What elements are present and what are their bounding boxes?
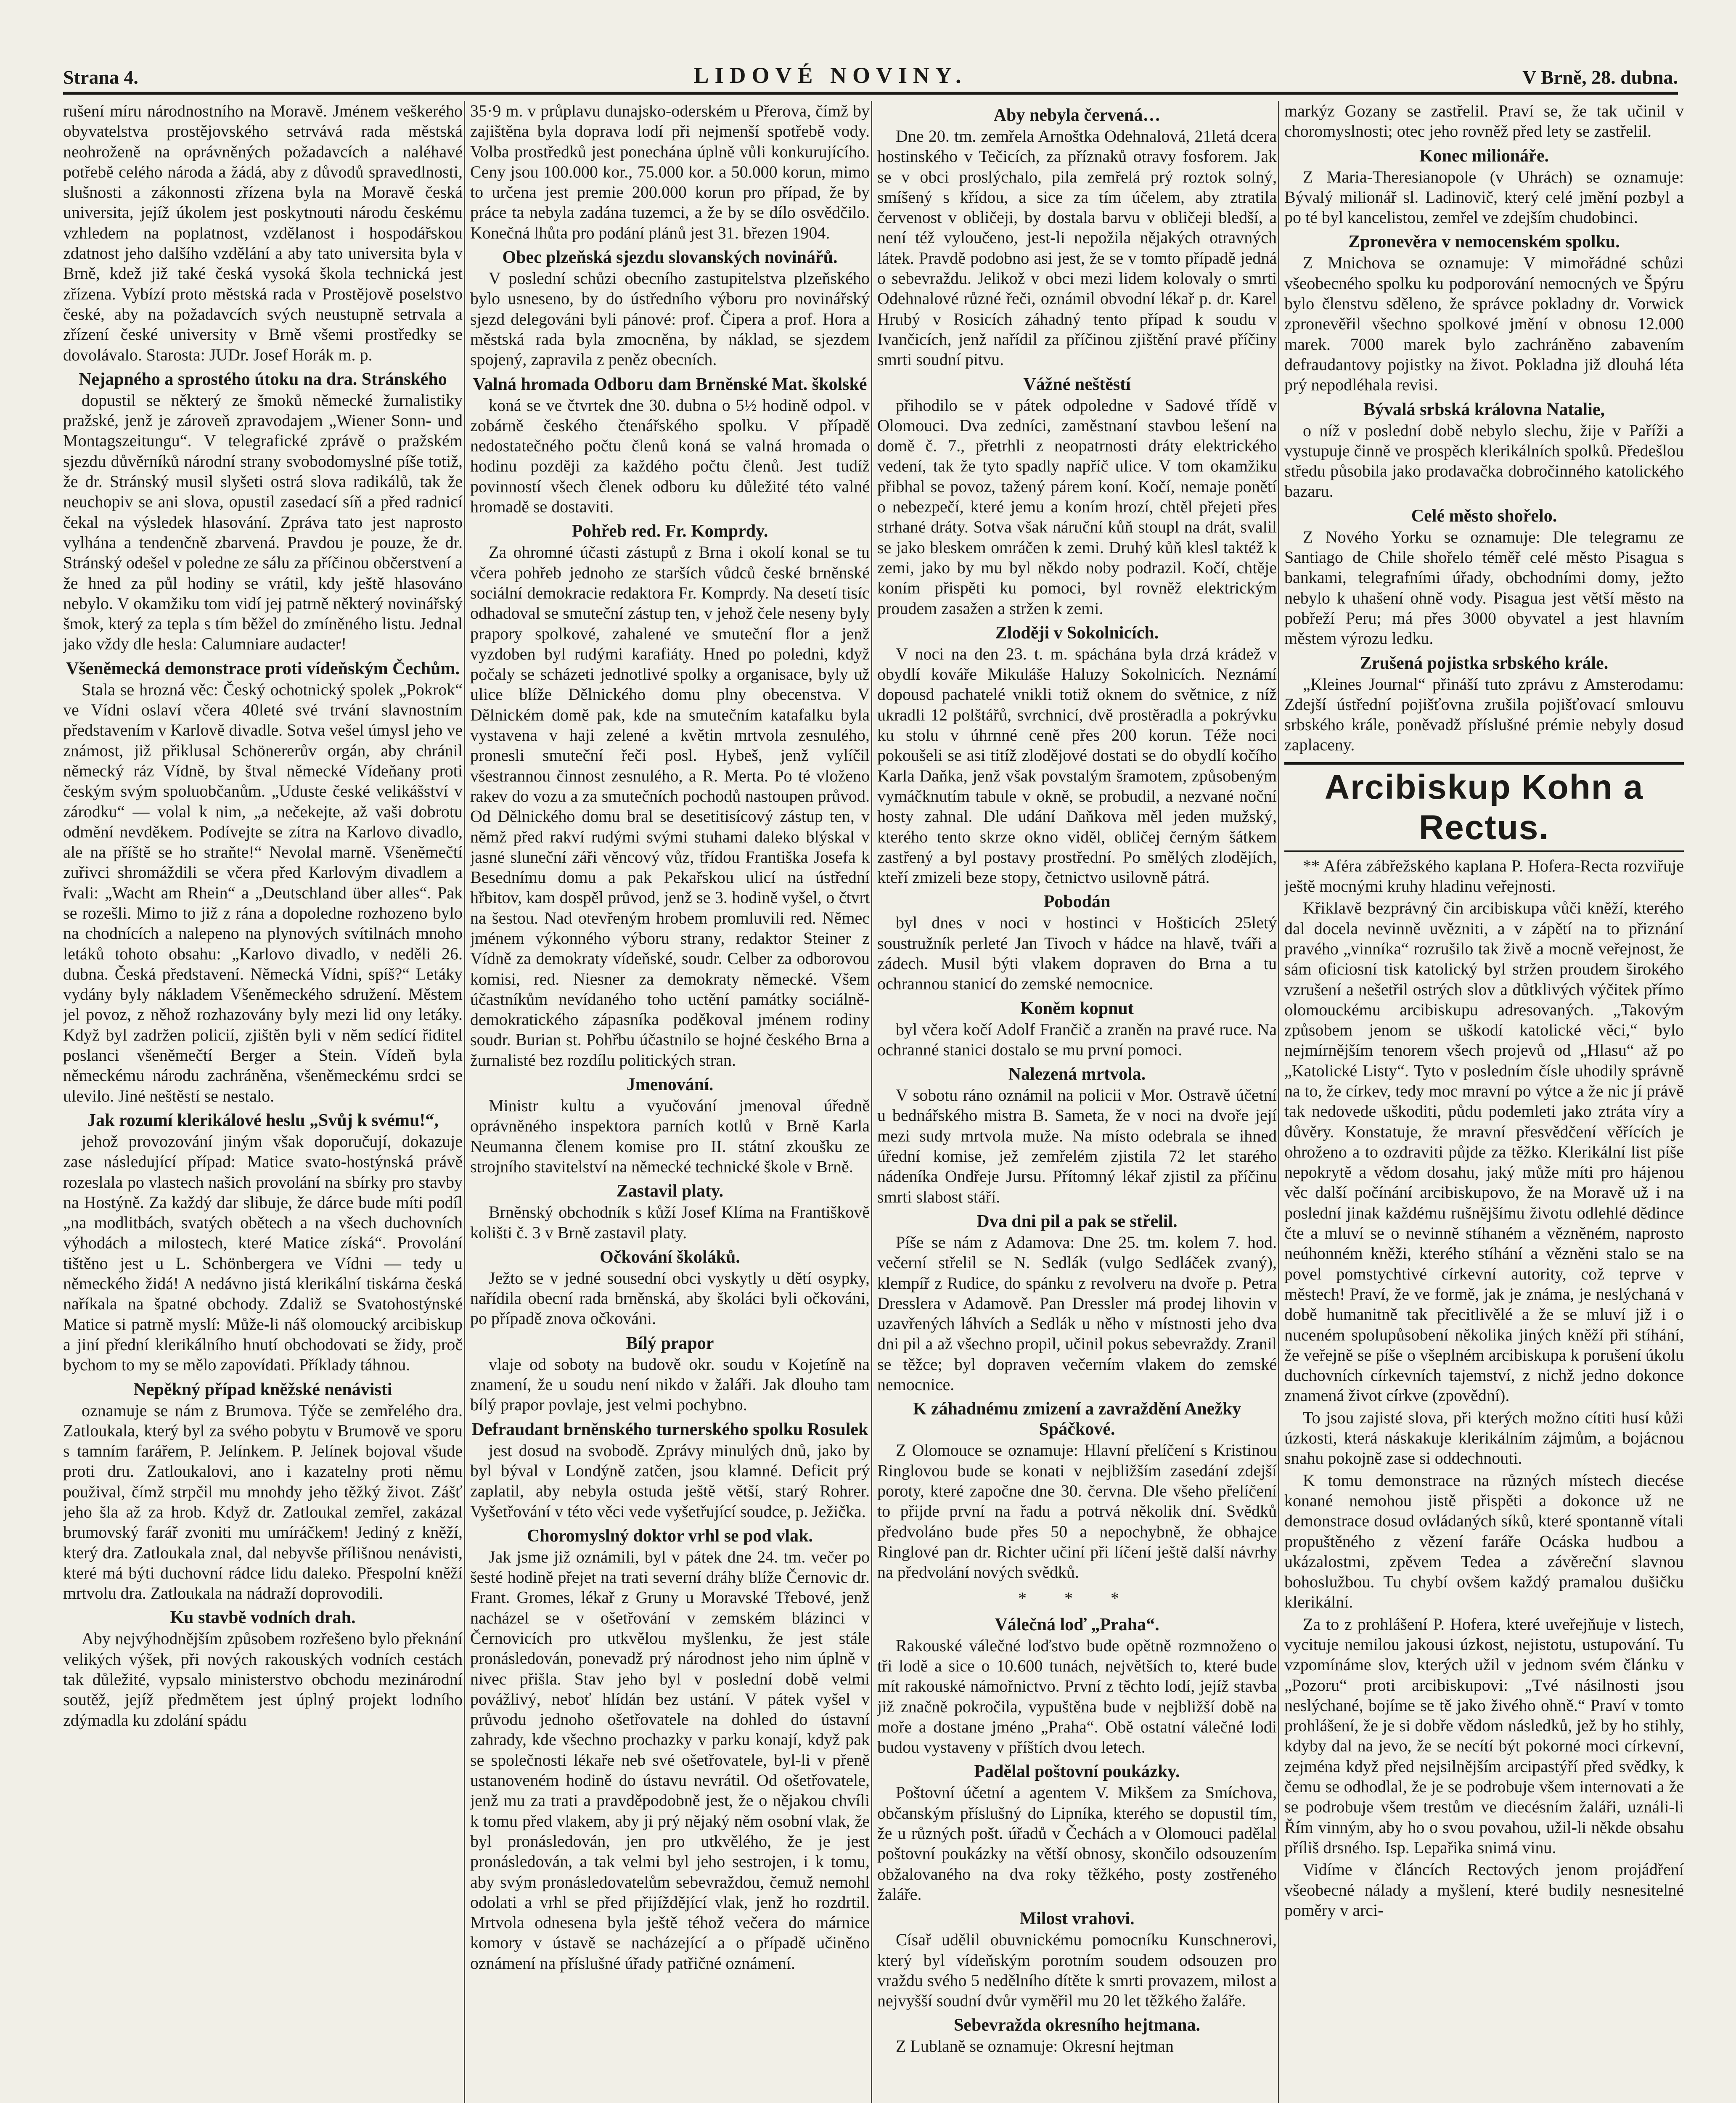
article-heading: Choromyslný doktor vrhl se pod vlak. bbox=[527, 1526, 813, 1546]
article-heading: Nalezená mrtvola. bbox=[1008, 1065, 1146, 1084]
column-2 bbox=[470, 101, 870, 2103]
feature-text: K tomu demonstrace na různých místech diecése konané nemohou jistě přispěti a dokonce už ne demonstrace dosud ovládaných síků, které spontanně vítali propuštěného z vězení faráře Ocáska hudbou a ukázalostmi, zpěvem Tedea a závěreční slavnou bohoslužbou. Tu chybí ovšem každý pramalou dušičku klerikální. bbox=[1284, 1470, 1684, 1612]
section-separator: * * * bbox=[1018, 1589, 1136, 1608]
feature-text: Vidíme v článcích Rectových jenom projádření všeobecné nálady a myšlení, které budily nesnesitelné poměry v arci- bbox=[1284, 1860, 1684, 1920]
column-4 bbox=[1284, 101, 1684, 2103]
feature-text: To jsou zajisté slova, při kterých možno cítiti husí kůži úzkosti, která náskakuje klerikálním zájmům, a bojácnou snahu pokojně zase si oddechnouti. bbox=[1284, 1408, 1684, 1468]
article-text: byl dnes v noci v hostinci v Hošticích 25letý soustružník perleté Jan Tivoch v hádce na hlavě, tváři a zádech. Musil býti vlakem dopraven do Brna a tu ochrannou stanicí do zemské nemocnice. bbox=[877, 913, 1277, 993]
feature-text: Za to z prohlášení P. Hofera, které uveřejňuje v listech, vycituje nemilou jakousi úzkost, nejistotu, ustupování. Tu vzpomínáme slov, kterých užil v jednom svém článku v „Pozoru“ proti arcibiskupovi: „Tvé násilnosti jsou neslýchané, bojíme se tě jako živého ohně.“ Praví v tomto prohlášení, že je si dobře vědom následků, jež by ho stihly, kdyby dal na jevo, že se necítí být pokorné moci církevní, zejména když před nejsilnějším arcipastýří před svědky, k čemu se odhodlal, že je se podrobuje všem internovati a že se podrobuje všem trestům ve diecésním žaláři, uználi-li Řím vinným, aby ho o svou povahou, užil-li někde obsahu příliš drsného. Isp. Lepařika snimá vinu. bbox=[1284, 1614, 1684, 1857]
newspaper-title: LIDOVÉ NOVINY. bbox=[693, 63, 967, 88]
article-text: Ministr kultu a vyučování jmenoval úředně oprávněného inspektora parních kotlů v Brně Karla Neumanna členem komise pro II. státní zkoušku ze strojního stavitelství na německé technické škole v Brně. bbox=[470, 1096, 870, 1176]
article-heading: Nejapného a sprostého útoku na dra. Stránského bbox=[79, 369, 447, 389]
article-text: markýz Gozany se zastřelil. Praví se, že tak učinil v choromyslnosti; otec jeho rovněž před lety se zastřelil. bbox=[1284, 101, 1684, 141]
article-text: Rakouské válečné loďstvo bude opětně rozmnoženo o tři lodě a sice o 10.600 tunách, největších to, které bude mít rakouské námořnictvo. První z těchto lodí, jejíž stavba již značně pokročila, vypuštěna bude v nejbližší době na moře a dostane jméno „Praha“. Obě ostatní válečné lodi budou vystaveny v příštích dvou letech. bbox=[877, 1636, 1277, 1757]
article-text: V poslední schůzi obecního zastupitelstva plzeňského bylo usneseno, by do ústředního výboru pro novinářský sjezd delegováni byli pánové: prof. Čipera a prof. Hora a městská rada byla zmocněna, by náklad, se sjezdem spojený, zapravila z peněz obecních. bbox=[470, 269, 870, 369]
article-heading: Vážné neštěstí bbox=[1023, 374, 1131, 394]
column-divider bbox=[464, 101, 465, 2103]
article-heading: Obec plzeňská sjezdu slovanských novinářů. bbox=[502, 248, 838, 268]
article-heading: Zpronevěra v nemocenském spolku. bbox=[1348, 232, 1620, 252]
article-text: „Kleines Journal“ přináší tuto zprávu z Amsterodamu: Zdejší ústřední pojišťovna zrušila pojišťovací smlouvu srbského krále, poněvadž příslušné prémie nebyly dosud zaplaceny. bbox=[1284, 674, 1684, 755]
article-heading: Defraudant brněnského turnerského spolku Rosulek bbox=[471, 1420, 868, 1439]
article-heading: Koněm kopnut bbox=[1020, 999, 1134, 1018]
article-text: jehož provozování jiným však doporučují, dokazuje zase následující případ: Matice svato-hostýnská právě rozeslala po vlastech našich provolání na sbírky pro stavby na Hostýně. Za každý dar slibuje, že dárce bude míti podíl „na modlitbách, svatých obětech a na všech duchovních výhodách a milostech, které Matice získá“. Provolání tištěno jest u L. Schönbergera ve Vídni — tedy u německého židá! A nedávno jistá klerikální tiskárna česká naříkala na špatné obchody. Zdaliž se Svatohostýnské Matice si patrně myslí: Může-li náš olomoucký arcibiskup a jiní přední klerikálního hnutí obchodovati se židy, proč bychom to my se mělo zapovídati. Příklady táhnou. bbox=[63, 1131, 463, 1375]
article-text: Poštovní účetní a agentem V. Mikšem za Smíchova, občanským příslušný do Lipníka, kterého se dopustil tím, že u různých pošt. úřadů v Čechách a v Olomouci padělal poštovní poukázky na větší obnosy, skončilo odsouzením obžalovaného na dva roky těžkého, posty zostřeného žaláře. bbox=[877, 1783, 1277, 1904]
article-text: Stala se hrozná věc: Český ochotnický spolek „Pokrok“ ve Vídni oslaví včera 40leté své trvání slavnostním představením v Karlově divadle. Sotva vešel úmysl jeho ve známost, již přiklusal Schönererův orgán, aby chránil německý ráz Vídně, by štval německé Vídeňany proti českým svým spoluobčanům. „Uduste české velikášství v zárodku“ — volal k nim, „a nečekejte, až vaši dobrotu odmění nevděkem. Podívejte se zítra na Karlovo divadlo, ale na příště se ho straňte!“ Nevolal marně. Všeněmečtí zuřivci shromáždili se včera před Karlovým divadlem a řvali: „Wacht am Rhein“ a „Deutschland über alles“. Pak se rozešli. Mimo to již z rána a dopoledne rozhozeno bylo na chodnících a nalepeno na plynových svítilnách mnoho letáků tohoto obsahu: „Karlovo divadlo, v neděli 26. dubna. Česká představení. Německá Vídni, spíš?“ Letáky vydány byly nákladem Všeněmeckého sdružení. Městem jel povoz, z něhož rozhazovány byly mezi lid ony letáky. Když byl zadržen policií, zjištěn byli v něm sedící řiditel poslanci všeněmečtí Berger a Stein. Vídeň byla německému národu zachráněna, všeněmeckému srdci se ulevilo. Jiné neštěstí se nestalo. bbox=[63, 680, 463, 1105]
article-heading: Sebevražda okresního hejtmana. bbox=[953, 2016, 1201, 2035]
article-text: koná se ve čtvrtek dne 30. dubna o 5½ hodině odpol. v zobárně českého čtenářského spolku. V případě nedostatečného počtu členů koná se valná hromada o hodinu později za každého počtu členů. Jest tudíž povinností všech členek odboru ku důležité této valné hromadě se dostaviti. bbox=[470, 395, 870, 516]
article-heading: Pobodán bbox=[1043, 892, 1111, 912]
column-divider bbox=[871, 101, 872, 2103]
article-heading: Očkování školáků. bbox=[600, 1247, 740, 1267]
feature-title: Arcibiskup Kohn a Rectus. bbox=[1284, 762, 1684, 852]
article-text: Za ohromné účasti zástupů z Brna i okolí konal se tu včera pohřeb jednoho ze starších vůdců české brněnské sociální demokracie redaktora Fr. Komprdy. Na desetí tisíc odhadoval se smuteční zástup ten, v jehož čele neseny byly prapory spolkové, zahalené ve smuteční flor a jenž vyzdoben byl rudými karafiáty. Hned po poledni, když počaly se scházeti jednotlivé spolky a organisace, byly už ulice blíže Dělnického domu plny obecenstva. V Dělnickém domě pak, kde na smutečním katafalku byla vystavena v haji zelené a květin mrtvola zesnulého, pronesli smuteční řeči posl. Hybeš, jenž vylíčil všestrannou činnost zesnulého, a R. Merta. Po té vloženo rakev do vozu a za smutečních pochodů nastoupen průvod. Od Dělnického domu bral se desetitisícový zástup ten, v němž před rakví rudými svými stuhami daleko blýskal v jasné sluneční záři věncový vůz, třídou Františka Josefa k Besednímu domu a pak Pekařskou ulicí na ústřední hřbitov, kam dospěl průvod, jenž se 3. hodině vyšel, o čtvrt na šestou. Nad otevřeným hrobem promluvili red. Němec jménem výkonného výboru strany, redaktor Steiner z Vídně za demokraty vídeňské, soudr. Celber za odborovou komisi, red. Niesner za demokraty německé. Všem účastníkům nevídaného toho uctění památky sociálně-demokratického zápasníka poděkoval jménem rodiny soudr. Burian st. Pohřbu účastnilo se hojné českého Brna a žurnalisté bez rozdílu politických stran. bbox=[470, 543, 870, 1070]
article-text: oznamuje se nám z Brumova. Týče se zemřelého dra. Zatloukala, který byl za svého pobytu v Brumově ve sporu s tamním farářem, P. Jelínkem. P. Jelínek bojoval všude proti dru. Zatloukalovi, ano i kazatelny proti němu použival, čímž strpčil mu mnohdy jeho těžký život. Zášť jeho šla až za hrob. Když dr. Zatloukal zemřel, zakázal brumovský farář zvoniti mu umíráčkem! Jediný z kněží, který dra. Zatloukala znal, dal nebyvše přílišnou nenávisti, které má býti duchovní rádce lidu daleko. Přespolní kněží mrtvolu dra. Zatloukala na nádraží doprovodili. bbox=[63, 1401, 463, 1603]
article-text: o níž v poslední době nebylo slechu, žije v Paříži a vystupuje činně ve prospěch klerikálních spolků. Předešlou středu působila jako prodavačka dobročinného katolického bazaru. bbox=[1284, 421, 1684, 501]
article-heading: Jak rozumí klerikálové heslu „Svůj k svému!“, bbox=[87, 1110, 439, 1130]
article-heading: Válečná loď „Praha“. bbox=[995, 1615, 1159, 1634]
article-heading: Padělal poštovní poukázky. bbox=[974, 1762, 1180, 1782]
article-text: Z Mnichova se oznamuje: V mimořádné schůzi všeobecného spolku ku podporování nemocných ve Špýru bylo členstvu sděleno, že správce pokladny dr. Vorwick zpronevěřil všechno spolkové jmění v obnosu 12.000 marek. 7000 marek bylo zachráněno zabavením defraudantovy pojistky na život. Pokladna již dlouhá léta prý nepodléhala revisi. bbox=[1284, 253, 1684, 395]
article-text: Ježto se v jedné sousední obci vyskytly u dětí osypky, nařídila obecní rada brněnská, aby školáci byli očkováni, po případě znova očkováni. bbox=[470, 1268, 870, 1328]
article-heading: K záhadnému zmizení a zavraždění Anežky Spáčkové. bbox=[913, 1399, 1241, 1439]
article-text: Z Olomouce se oznamuje: Hlavní přelíčení s Kristinou Ringlovou bude se konati v nejbližším zasedání zdejší poroty, které započne dne 30. června. Dle všeho přelíčení to přijde první na řadu a potrvá několik dní. Svědků předvoláno bude přes 50 a nepochybně, že obhajce Ringlové pan dr. Richter učiní při líčení ještě další návrhy na předvolání nových svědků. bbox=[877, 1441, 1277, 1582]
masthead bbox=[63, 55, 1678, 88]
article-heading: Ku stavbě vodních drah. bbox=[170, 1608, 356, 1628]
article-heading: Zastavil platy. bbox=[616, 1181, 724, 1201]
article-heading: Nepěkný případ kněžské nenávisti bbox=[133, 1380, 392, 1399]
article-text: Dne 20. tm. zemřela Arnoštka Odehnalová, 21letá dcera hostinského v Tečicích, za příznaků otravy fosforem. Jak se v obci proslýchalo, pila zemřelá prý roztok solný, smíšený s křídou, a sice za tím účelem, aby ztratila červenost v obličeji, by dostala barvu v obličeji bledší, a není též vyloučeno, jest-li nepožila nějakých otravných látek. Pravdě podobno asi jest, že se v tomto případě jedná o sebevraždu. Jelikož v obci mezi lidem kolovaly o smrti Odehnalové různé řeči, oznámil obvodní lékař p. dr. Karel Hrubý v Rosicích záhadný tento případ k soudu v Ivančicích, jenž nařídil za příčinou zjištění pravé příčiny smrti soudní pitvu. bbox=[877, 127, 1277, 369]
article-text: dopustil se některý ze šmoků německé žurnalistiky pražské, jenž je zároveň zpravodajem „Wiener Sonn- und Montagszeitungu“. V telegrafické zprávě o pražském sjezdu důvěrníků národní strany svobodomyslné píše totiž, že dr. Stránský musil slyšeti ostrá slova radikálů, tak že neuchopiv se ani slova, opustil zasedací síň a před radnicí čekal na výsledek hlasování. Zpráva tato jest naprosto vylhána a tendenčně zbarvená. Pravdou je pouze, že dr. Stránský odešel v poledne ze sálu za příčinou občerstvení a že hned za půl hodiny se vrátil, kdy ještě hlasováno nebylo. V okamžiku tom vidí jej patrně některý novinářský šmok, který za tepla s tím běžel do zmíněného listu. Jednal jako vždy dle hesla: Calumniare audacter! bbox=[63, 390, 463, 654]
article-text: Jak jsme již oznámili, byl v pátek dne 24. tm. večer po šesté hodině přejet na trati severní dráhy blíže Černovic dr. Frant. Gromes, lékař z Gruny u Moravské Třebové, jenž nacházel se v ošetřování v zemském blázinci v Černovicích pro utkvělou myšlenku, že jest stále pronásledován, ponevadž prý národnost jeho nim úplně v nivec přišla. Stav jeho byl v poslední době velmi povážlivý, neboť hlídán bez ustání. V pátek vyšel v průvodu jednoho ošetřovatele na dohled do ústavní zahrady, kde všechno prochazky v parku konají, když pak se společnosti lékaře neb své ošetřovatele, byl-li v přeně ustanoveném hodině do ústavu nevrátil. Od ošetřovatele, jenž mu za trati a pravděpodobně jest, že o nějakou chvíli k tomu před vlakem, aby ji prý nějaký něm osobní vlak, že byl pronásledován, jen pro utkvělého, že je jest pronásledován, a tak velmi byl jeho sestrojen, i k tomu, aby svým pronásledovatelům sebevraždou, čemuž nemohl odolati a vrhl se před přijíždějící vlak, jenž ho rozdrtil. Mrtvola odnesena byla ještě téhož večera do márnice komory v ústavě se nacházející a o případě učiněno oznámení na příslušné úřady patřičné oznámení. bbox=[470, 1547, 870, 1973]
article-heading: Bývalá srbská královna Natalie, bbox=[1363, 400, 1605, 419]
article-heading: Všeněmecká demonstrace proti vídeňským Čechům. bbox=[66, 659, 460, 678]
article-heading: Pohřeb red. Fr. Komprdy. bbox=[572, 522, 768, 541]
article-text: vlaje od soboty na budově okr. soudu v Kojetíně na znamení, že u soudu není nikdo v žaláři. Jak dlouho tam bílý prapor povlaje, jest velmi pochybno. bbox=[470, 1354, 870, 1414]
article-heading: Zloději v Sokolnicích. bbox=[995, 623, 1159, 643]
article-text: přihodilo se v pátek odpoledne v Sadové třídě v Olomouci. Dva zedníci, zaměstnaní stavbou lešení na domě č. 7., přetrhli z neopatrnosti dráty elektrického vedení, tak že tyto spadly napříč ulice. V tom okamžiku přibhal se povoz, tažený párem koní. Kočí, nemaje ponětí o nebezpečí, které jemu a koním hrozí, chtěl přejeti přes strhané dráty. Sotva však náruční kůň stoupl na drát, svalil se jako bleskem omráčen k zemi. Druhý kůň klesl taktéž k zemi, jako by mu byl někdo noby podrazil. Kočí, chtěje koním přispěti ku pomoci, byl rovněž elektrickým proudem zasažen a stržen k zemi. bbox=[877, 395, 1277, 618]
article-heading: Bílý prapor bbox=[626, 1333, 714, 1353]
article-text: Z Lublaně se oznamuje: Okresní hejtman bbox=[896, 2037, 1174, 2056]
article-heading: Valná hromada Odboru dam Brněnské Mat. školské bbox=[473, 374, 867, 394]
masthead-rule bbox=[63, 92, 1678, 95]
article-text: V sobotu ráno oznámil na policii v Mor. Ostravě účetní u bednářského mistra B. Sameta, že v noci na dvoře její mezi sudy mrtvola muže. Na místo odebrala se ihned úřední komise, jež zemřelém zjistila 72 let starého nádeníka Ondřeje Jursu. Přítomný lékař zjistil za příčinu smrti slabost stáří. bbox=[877, 1086, 1277, 1206]
article-text: Píše se nám z Adamova: Dne 25. tm. kolem 7. hod. večerní střelil se N. Sedlák (vulgo Sedláček zvaný), klempíř z Rudice, do spánku z revolveru na dvoře p. Petra Dresslera v Adamově. Pan Dressler má prodej lihovin v uzavřených láhvích a Sedlák u něho v místnosti jeho dva dni pil a až všechno propil, učinil pokus sebevraždy. Zranil se těžce; byl dopraven večerním vlakem do zemské nemocnice. bbox=[877, 1232, 1277, 1394]
article-text: jest dosud na svobodě. Zprávy minulých dnů, jako by byl býval v Londýně zatčen, jsou klamné. Deficit prý zaplatil, aby nebyla ostuda ještě větší, starý Rohrer. Vyšetřování v této věci vede vyšetřující soudce, p. Ježička. bbox=[470, 1441, 870, 1521]
article-text: Z Maria-Theresianopole (v Uhrách) se oznamuje: Bývalý milionář sl. Ladinovič, který celé jmění pozbyl a po té byl kancelistou, zemřel ve zdejším chudobinci. bbox=[1284, 167, 1684, 227]
column-1 bbox=[63, 101, 463, 2103]
article-text: Aby nejvýhodnějším způsobem rozřešeno bylo překnání velikých výšek, při nových rakouských vodních cestách tak důležité, vypsalo ministerstvo obchodu mezinárodní soutěž, jejíž předmětem jest úplný projekt lodního zdýmadla ku zdolání spádu bbox=[63, 1629, 463, 1730]
dateline: V Brně, 28. dubna. bbox=[1522, 66, 1678, 88]
article-heading: Celé město shořelo. bbox=[1411, 506, 1557, 526]
article-text: Z Nového Yorku se oznamuje: Dle telegramu ze Santiago de Chile shořelo téměř celé město Pisagua s bankami, telegrafními úřady, obchodními domy, ježto nebylo k uhašení ohně vody. Pisagua jest větší město na pobřeží Peru; má přes 3000 obyvatel a jest hlavním městem výrozu ledku. bbox=[1284, 527, 1684, 648]
article-text: Císař udělil obuvnickému pomocníku Kunschnerovi, který byl vídeňským porotním soudem odsouzen pro vraždu svého 5 nedělního dítěte k smrti provazem, milost a nejvyšší soudní dvůr vyměřil mu 20 let těžkého žaláře. bbox=[877, 1930, 1277, 2010]
article-text: V noci na den 23. t. m. spáchána byla drzá krádež v obydlí kováře Mikuláše Haluzy Sokolnicích. Neznámí dopousd pachatelé vnikli totiž oknem do světnice, z níž ukradli 12 polštářů, svrchnicí, dvě prostěradla a pokrývku ku stolu v úhrnné ceně přes 200 korun. Téže noci pokoušeli se asi titíž zlodějové dostati se do obydlí kočího Karla Daňka, jenž však povstalým šramotem, způsobeným vymáčknutím tabule v okně, se probudil, a nezvané noční hosty zahnal. Dle udání Daňkova měl jeden mužský, kterého tento skrze okno viděl, obličej černým šátkem zastřený a byl postavy prostřední. Po smělých zlodějích, kteří zmizeli beze stopy, četnictvo usilovně pátrá. bbox=[877, 644, 1277, 887]
article-heading: Milost vrahovi. bbox=[1019, 1909, 1135, 1929]
article-heading: Zrušená pojistka srbského krále. bbox=[1360, 653, 1609, 673]
feature-text: ** Aféra zábřežského kaplana P. Hofera-Recta rozviřuje ještě mocnými kruhy hladinu veřejnosti. bbox=[1284, 856, 1684, 896]
article-text: rušení míru národnostního na Moravě. Jménem veškerého obyvatelstva prostějovského setrvává rada městská neohroženě na oprávněných požadavcích a naléhavé potřebě celého národa a žádá, aby z důvodů spravedlnosti, slušnosti a zákonnosti zřízena byla na Moravě česká universita, jejíž úkolem jest poskytnouti národu českému vzhledem na poplatnost, vzdělanost i hospodářskou zdatnost jeho dalšího vzdělání a aby tato universita byla v Brně, kdež již také česká vysoká škola technická jest zřízena. Vybízí proto městská rada v Prostějově poselstvo české, aby na požadavcích svých neustupně setrvala a zřízení české university v Brně všemi prostředky se dovolávalo. Starosta: JUDr. Josef Horák m. p. bbox=[63, 101, 463, 364]
article-text: Brněnský obchodník s kůží Josef Klíma na Františkově kolišti č. 3 v Brně zastavil platy. bbox=[470, 1202, 870, 1242]
article-text: byl včera kočí Adolf Frančič a zraněn na pravé ruce. Na ochranné stanici dostalo se mu první pomoci. bbox=[877, 1020, 1277, 1059]
article-heading: Konec milionáře. bbox=[1419, 146, 1549, 166]
column-divider bbox=[1278, 101, 1279, 2103]
article-text: 35·9 m. v průplavu dunajsko-oderském u Přerova, čímž by zajištěna byla doprava lodí při nejmenší spotřebě vody. Volba prostředků jest ponechána úplně vůli konkurujícího. Ceny jsou 100.000 kor., 75.000 kor. a 50.000 korun, mimo to určena jest premie 200.000 korun pro případ, že by práce ta nebyla zadána tuzemci, a že by se dílo osvědčilo. Konečná lhůta pro podání plánů jest 31. březen 1904. bbox=[470, 101, 870, 242]
feature-text: Křiklavě bezprávný čin arcibiskupa vůči kněží, kterého dal docela nevinně uvězniti, a v zápětí na to přiznání pravého „vinníka“ rozrušilo tak živě a mocně veřejnost, že sám oficiosní tisk katolický byl stržen proudem širokého vzrušení a nešetřil ostrých slov a důtklivých výčitek přímo olomouckému arcibiskupu adresovaných. „Takovým způsobem jenom se uškodí katolické věci,“ bylo nejmírnějším tenorem všech projevů od „Hlasu“ až po „Katolické Listy“. Tyto v posledním čísle uhodily správně na to, že církev, tedy moc mravní po výtce a že nic jí právě tak nedovede uškoditi, půdu podemleti jako ztráta víry a důvěry. Konstatuje, že mravní přesvědčení věřících je ohroženo a to ozdraviti půjde za těžko. Klerikální list píše nepokrytě a vědom dosahu, jaký může míti pro hájenou věc další počínání arcibiskupovo, že na Moravě už i na poslední jinak každému rušnějšímu životu odlehlé dědince čte a mluví se o nevinně stíhaném a vězněném, naprosto neúhonném kněži, kterého stíhání a vězněni stalo se na povel pomstychtivé církevní autority, což teprve v městech! Praví, že ve formě, jak je známa, je neslýchaná v době humanitně tak přecitlivělé a že se mluví již i o nuceném spolupůsobení několika jiných kněží při stíhání, že veřejně se píše o všeplném arcibiskupa k porušení úkolu duchovních církevních tajemství, z nichž jedno dokonce znamená život církve (zpovědní). bbox=[1284, 898, 1684, 1405]
article-heading: Dva dni pil a pak se střelil. bbox=[977, 1211, 1178, 1231]
column-3 bbox=[877, 101, 1277, 2103]
page-number: Strana 4. bbox=[63, 66, 138, 88]
article-heading: Aby nebyla červená… bbox=[993, 106, 1161, 125]
article-heading: Jmenování. bbox=[626, 1075, 714, 1095]
